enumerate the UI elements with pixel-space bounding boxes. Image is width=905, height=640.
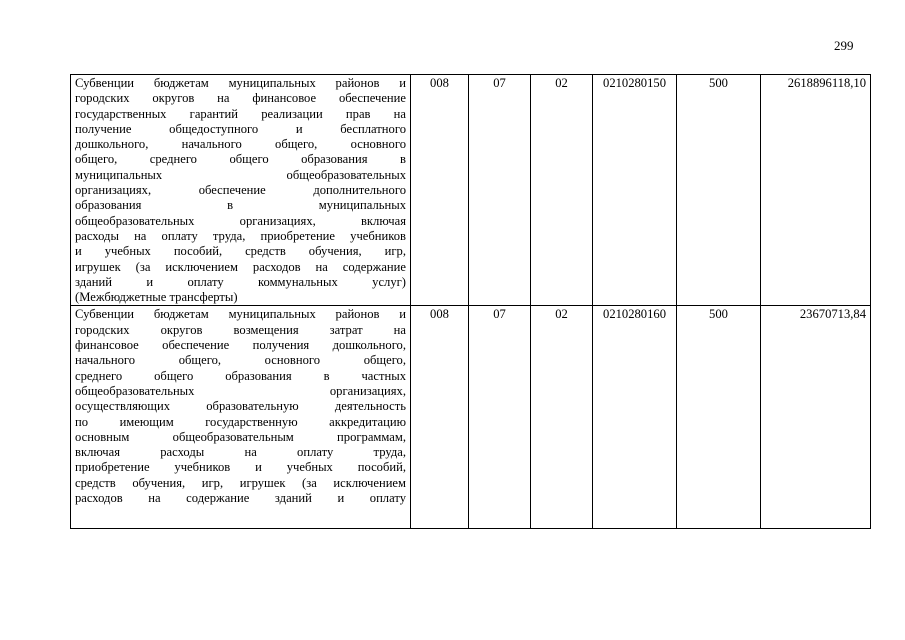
description-line: государственных гарантий реализации прав на — [75, 106, 406, 121]
description-line: общеобразовательных организациях, — [75, 383, 406, 398]
subsection-code: 02 — [531, 75, 593, 306]
description-line: расходов на содержание зданий и оплату — [75, 491, 406, 506]
description-line: и учебных пособий, средств обучения, игр, — [75, 244, 406, 259]
description-line: среднего общего образования в частных — [75, 368, 406, 383]
description-line: организациях, обеспечение дополнительного — [75, 183, 406, 198]
amount: 23670713,84 — [761, 306, 871, 529]
description-line: общего, среднего общего образования в — [75, 152, 406, 167]
section-code: 07 — [469, 75, 531, 306]
description-line: средств обучения, игр, игрушек (за исключением — [75, 475, 406, 490]
target-article-code: 0210280150 — [593, 75, 677, 306]
description-line: Субвенции бюджетам муниципальных районов и — [75, 307, 406, 322]
description-line: городских округов на финансовое обеспечение — [75, 91, 406, 106]
row-description — [71, 75, 411, 306]
description-line: осуществляющих образовательную деятельность — [75, 399, 406, 414]
section-code: 07 — [469, 306, 531, 529]
amount: 2618896118,10 — [761, 75, 871, 306]
budget-table — [70, 74, 871, 529]
page-number: 299 — [834, 38, 854, 53]
description-line: получение общедоступного и бесплатного — [75, 121, 406, 136]
ministry-code: 008 — [411, 306, 469, 529]
description-line: приобретение учебников и учебных пособий, — [75, 460, 406, 475]
description-line: зданий и оплату коммунальных услуг) — [75, 274, 406, 289]
description-line: муниципальных общеобразовательных — [75, 167, 406, 182]
description-text — [75, 307, 406, 528]
description-line: начального общего, основного общего, — [75, 353, 406, 368]
expense-type-code: 500 — [677, 75, 761, 306]
description-line: (Межбюджетные трансферты) — [75, 290, 238, 305]
description-line: основным общеобразовательным программам, — [75, 429, 406, 444]
description-line: городских округов возмещения затрат на — [75, 322, 406, 337]
description-line: образования в муниципальных — [75, 198, 406, 213]
table-row — [71, 306, 871, 529]
table-row — [71, 75, 871, 306]
description-line: расходы на оплату труда, приобретение учебников — [75, 228, 406, 243]
description-line: включая расходы на оплату труда, — [75, 445, 406, 460]
description-line: финансовое обеспечение получения дошкольного, — [75, 338, 406, 353]
ministry-code: 008 — [411, 75, 469, 306]
description-line: Субвенции бюджетам муниципальных районов и — [75, 76, 406, 90]
description-line: по имеющим государственную аккредитацию — [75, 414, 406, 429]
row-description — [71, 306, 411, 529]
subsection-code: 02 — [531, 306, 593, 529]
description-line: общеобразовательных организациях, включая — [75, 213, 406, 228]
target-article-code: 0210280160 — [593, 306, 677, 529]
description-line: дошкольного, начального общего, основного — [75, 137, 406, 152]
expense-type-code: 500 — [677, 306, 761, 529]
description-line: игрушек (за исключением расходов на содержание — [75, 259, 406, 274]
